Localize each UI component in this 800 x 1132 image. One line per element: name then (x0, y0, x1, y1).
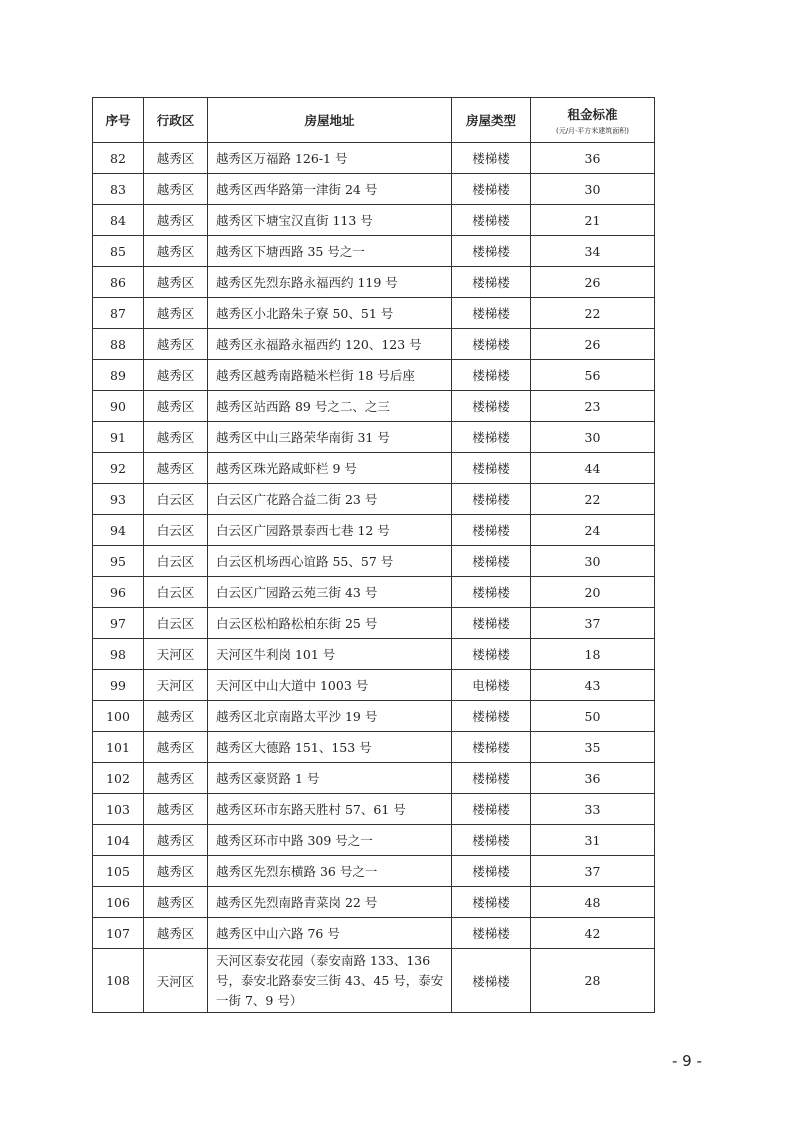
cell-seq: 84 (93, 205, 144, 236)
cell-type: 楼梯楼 (452, 360, 531, 391)
table-row (93, 422, 655, 453)
cell-address: 白云区松柏路松柏东街 25 号 (208, 608, 452, 639)
table-row (93, 453, 655, 484)
cell-district: 越秀区 (144, 205, 208, 236)
cell-type: 楼梯楼 (452, 825, 531, 856)
table-row (93, 515, 655, 546)
cell-seq: 103 (93, 794, 144, 825)
cell-rent: 30 (531, 546, 655, 577)
cell-type: 楼梯楼 (452, 949, 531, 1013)
table-row (93, 763, 655, 794)
cell-rent: 28 (531, 949, 655, 1013)
cell-district: 越秀区 (144, 856, 208, 887)
table-row (93, 143, 655, 174)
cell-seq: 102 (93, 763, 144, 794)
table-row (93, 608, 655, 639)
cell-type: 电梯楼 (452, 670, 531, 701)
table-row (93, 267, 655, 298)
cell-district: 越秀区 (144, 794, 208, 825)
cell-district: 白云区 (144, 577, 208, 608)
cell-rent: 33 (531, 794, 655, 825)
cell-type: 楼梯楼 (452, 763, 531, 794)
cell-address: 越秀区小北路朱子寮 50、51 号 (208, 298, 452, 329)
cell-district: 越秀区 (144, 329, 208, 360)
cell-address: 白云区机场西心谊路 55、57 号 (208, 546, 452, 577)
cell-seq: 100 (93, 701, 144, 732)
cell-type: 楼梯楼 (452, 267, 531, 298)
cell-district: 越秀区 (144, 918, 208, 949)
cell-district: 越秀区 (144, 763, 208, 794)
header-rent-unit: (元/月·平方米建筑面积) (555, 126, 630, 135)
cell-district: 越秀区 (144, 143, 208, 174)
cell-seq: 89 (93, 360, 144, 391)
table-row (93, 360, 655, 391)
cell-seq: 98 (93, 639, 144, 670)
cell-type: 楼梯楼 (452, 453, 531, 484)
table-row (93, 639, 655, 670)
table-row (93, 205, 655, 236)
cell-seq: 94 (93, 515, 144, 546)
cell-type: 楼梯楼 (452, 794, 531, 825)
cell-rent: 42 (531, 918, 655, 949)
cell-rent: 30 (531, 174, 655, 205)
cell-address: 越秀区越秀南路糙米栏街 18 号后座 (208, 360, 452, 391)
cell-address: 越秀区西华路第一津街 24 号 (208, 174, 452, 205)
cell-district: 越秀区 (144, 267, 208, 298)
cell-type: 楼梯楼 (452, 515, 531, 546)
header-rent (531, 98, 655, 143)
table-row (93, 825, 655, 856)
cell-district: 白云区 (144, 484, 208, 515)
header-district: 行政区 (144, 98, 208, 143)
cell-type: 楼梯楼 (452, 577, 531, 608)
cell-type: 楼梯楼 (452, 546, 531, 577)
cell-address: 天河区牛利岗 101 号 (208, 639, 452, 670)
cell-seq: 86 (93, 267, 144, 298)
cell-rent: 34 (531, 236, 655, 267)
cell-address: 越秀区环市中路 309 号之一 (208, 825, 452, 856)
cell-address: 越秀区万福路 126-1 号 (208, 143, 452, 174)
cell-address: 越秀区大德路 151、153 号 (208, 732, 452, 763)
cell-type: 楼梯楼 (452, 639, 531, 670)
cell-address: 越秀区永福路永福西约 120、123 号 (208, 329, 452, 360)
cell-district: 越秀区 (144, 453, 208, 484)
cell-seq: 108 (93, 949, 144, 1013)
cell-address: 越秀区先烈南路青菜岗 22 号 (208, 887, 452, 918)
cell-seq: 104 (93, 825, 144, 856)
cell-district: 白云区 (144, 546, 208, 577)
cell-rent: 24 (531, 515, 655, 546)
cell-address: 白云区广花路合益二街 23 号 (208, 484, 452, 515)
cell-seq: 88 (93, 329, 144, 360)
cell-seq: 87 (93, 298, 144, 329)
cell-rent: 22 (531, 298, 655, 329)
cell-type: 楼梯楼 (452, 732, 531, 763)
cell-address: 越秀区下塘宝汉直街 113 号 (208, 205, 452, 236)
cell-seq: 90 (93, 391, 144, 422)
table-row (93, 670, 655, 701)
cell-type: 楼梯楼 (452, 236, 531, 267)
cell-rent: 20 (531, 577, 655, 608)
cell-address: 越秀区豪贤路 1 号 (208, 763, 452, 794)
cell-district: 越秀区 (144, 391, 208, 422)
cell-type: 楼梯楼 (452, 205, 531, 236)
cell-type: 楼梯楼 (452, 298, 531, 329)
cell-seq: 85 (93, 236, 144, 267)
cell-type: 楼梯楼 (452, 887, 531, 918)
cell-type: 楼梯楼 (452, 856, 531, 887)
table-body (93, 143, 655, 1013)
cell-address: 白云区广园路云苑三街 43 号 (208, 577, 452, 608)
cell-seq: 93 (93, 484, 144, 515)
header-seq: 序号 (93, 98, 144, 143)
cell-rent: 37 (531, 608, 655, 639)
cell-district: 越秀区 (144, 701, 208, 732)
cell-district: 天河区 (144, 949, 208, 1013)
header-rent-label: 租金标准 (567, 106, 618, 122)
cell-district: 越秀区 (144, 298, 208, 329)
table-row (93, 949, 655, 1013)
rent-table (92, 97, 655, 1013)
cell-district: 天河区 (144, 670, 208, 701)
table-row (93, 577, 655, 608)
cell-seq: 97 (93, 608, 144, 639)
header-type: 房屋类型 (452, 98, 531, 143)
cell-rent: 48 (531, 887, 655, 918)
cell-seq: 107 (93, 918, 144, 949)
cell-address: 越秀区中山六路 76 号 (208, 918, 452, 949)
cell-district: 白云区 (144, 608, 208, 639)
cell-address: 越秀区环市东路天胜村 57、61 号 (208, 794, 452, 825)
cell-rent: 35 (531, 732, 655, 763)
cell-address: 越秀区先烈东路永福西约 119 号 (208, 267, 452, 298)
cell-type: 楼梯楼 (452, 701, 531, 732)
cell-type: 楼梯楼 (452, 608, 531, 639)
table-row (93, 546, 655, 577)
cell-address: 越秀区先烈东横路 36 号之一 (208, 856, 452, 887)
cell-district: 越秀区 (144, 360, 208, 391)
cell-seq: 106 (93, 887, 144, 918)
cell-rent: 31 (531, 825, 655, 856)
cell-type: 楼梯楼 (452, 918, 531, 949)
cell-district: 越秀区 (144, 422, 208, 453)
cell-rent: 37 (531, 856, 655, 887)
cell-rent: 44 (531, 453, 655, 484)
cell-type: 楼梯楼 (452, 143, 531, 174)
cell-address: 越秀区北京南路太平沙 19 号 (208, 701, 452, 732)
cell-rent: 26 (531, 329, 655, 360)
cell-seq: 99 (93, 670, 144, 701)
cell-district: 越秀区 (144, 825, 208, 856)
cell-address: 越秀区中山三路荣华南街 31 号 (208, 422, 452, 453)
table-row (93, 732, 655, 763)
cell-address: 越秀区站西路 89 号之二、之三 (208, 391, 452, 422)
cell-rent: 18 (531, 639, 655, 670)
cell-rent: 23 (531, 391, 655, 422)
cell-seq: 83 (93, 174, 144, 205)
table-header-row (93, 98, 655, 143)
table-row (93, 701, 655, 732)
cell-type: 楼梯楼 (452, 484, 531, 515)
table-row (93, 174, 655, 205)
table-row (93, 918, 655, 949)
table-row (93, 236, 655, 267)
cell-district: 天河区 (144, 639, 208, 670)
cell-type: 楼梯楼 (452, 391, 531, 422)
cell-rent: 36 (531, 143, 655, 174)
cell-district: 越秀区 (144, 887, 208, 918)
cell-rent: 50 (531, 701, 655, 732)
table-row (93, 887, 655, 918)
table-row (93, 329, 655, 360)
cell-address: 越秀区珠光路咸虾栏 9 号 (208, 453, 452, 484)
cell-seq: 92 (93, 453, 144, 484)
cell-district: 越秀区 (144, 236, 208, 267)
cell-seq: 95 (93, 546, 144, 577)
cell-rent: 56 (531, 360, 655, 391)
table-row (93, 391, 655, 422)
cell-rent: 30 (531, 422, 655, 453)
cell-seq: 91 (93, 422, 144, 453)
cell-address: 白云区广园路景泰西七巷 12 号 (208, 515, 452, 546)
table-row (93, 794, 655, 825)
cell-address: 天河区中山大道中 1003 号 (208, 670, 452, 701)
cell-district: 越秀区 (144, 174, 208, 205)
cell-district: 白云区 (144, 515, 208, 546)
cell-rent: 36 (531, 763, 655, 794)
cell-type: 楼梯楼 (452, 422, 531, 453)
table-row (93, 298, 655, 329)
cell-seq: 82 (93, 143, 144, 174)
cell-rent: 26 (531, 267, 655, 298)
cell-district: 越秀区 (144, 732, 208, 763)
cell-address: 天河区泰安花园（泰安南路 133、136 号，泰安北路泰安三街 43、45 号，泰安一街 7、9 号） (208, 949, 452, 1013)
cell-rent: 22 (531, 484, 655, 515)
table-row (93, 856, 655, 887)
cell-type: 楼梯楼 (452, 174, 531, 205)
cell-seq: 96 (93, 577, 144, 608)
cell-rent: 43 (531, 670, 655, 701)
cell-address: 越秀区下塘西路 35 号之一 (208, 236, 452, 267)
cell-rent: 21 (531, 205, 655, 236)
cell-seq: 105 (93, 856, 144, 887)
cell-type: 楼梯楼 (452, 329, 531, 360)
cell-seq: 101 (93, 732, 144, 763)
table-row (93, 484, 655, 515)
header-address: 房屋地址 (208, 98, 452, 143)
page-number: - 9 - (672, 1052, 702, 1070)
